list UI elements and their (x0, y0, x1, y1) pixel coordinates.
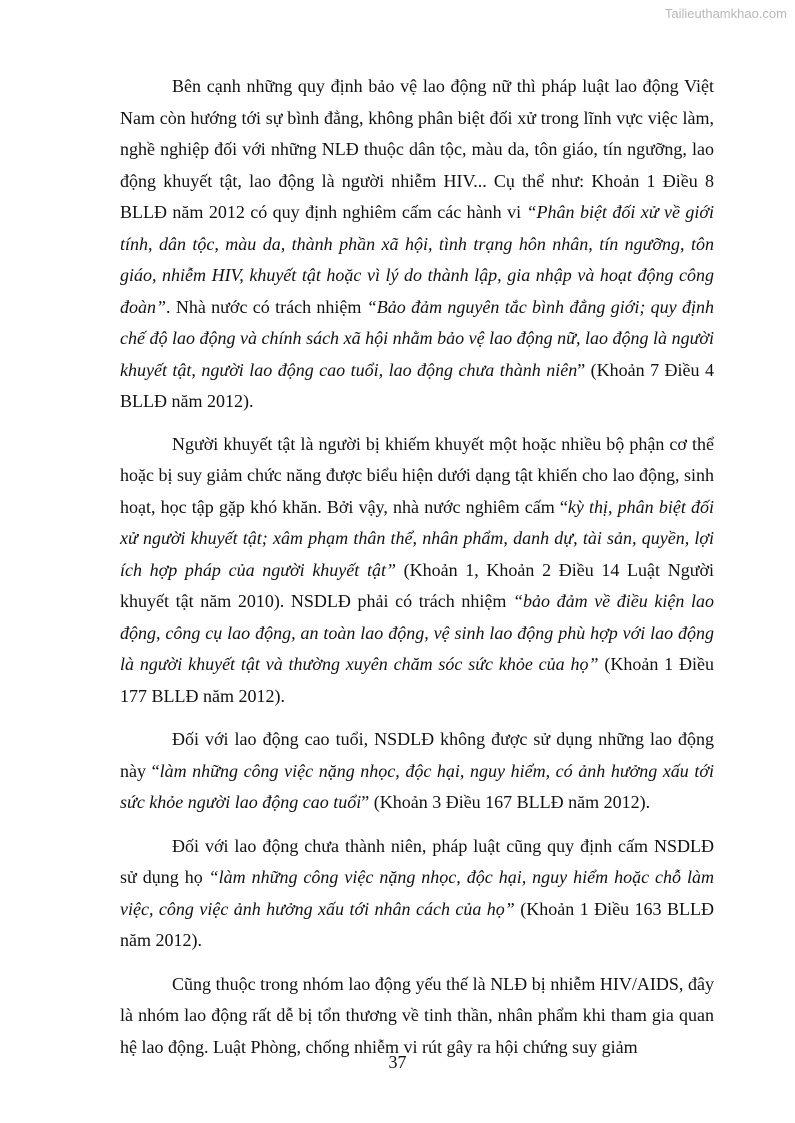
text-run: Cũng thuộc trong nhóm lao động yếu thế là NLĐ bị nhiễm HIV/AIDS, đây là nhóm lao động rất dễ bị tổn thương về tinh thần, nhân phẩm khi tham gia quan hệ lao động. Luật Phòng, chống nhiễm vi rút gây ra hội chứng suy giảm (120, 973, 714, 1057)
text-run: ” (Khoản 3 Điều 167 BLLĐ năm 2012). (361, 792, 651, 812)
paragraph (120, 969, 714, 1064)
paragraph (120, 429, 714, 713)
document-body (120, 71, 714, 1075)
watermark: Tailieuthamkhao.com (664, 6, 787, 21)
quoted-text-italic: “bảo đảm về điều kiện lao động, công cụ lao động, an toàn lao động, vệ sinh lao động phù hợp với lao động là người khuyết tật và thường xuyên chăm sóc sức khỏe của họ” (120, 591, 714, 674)
quoted-text-italic: “Bảo đảm nguyên tắc bình đẳng giới; quy định chế độ lao động và chính sách xã hội nhằm bảo vệ lao động nữ, lao động là người khuyết tật, người lao động cao tuổi, lao động chưa thành niên (120, 296, 714, 380)
text-run: (Khoản 1 Điều 163 BLLĐ năm 2012). (120, 898, 714, 950)
text-run: ” (Khoản 7 Điều 4 BLLĐ năm 2012). (120, 359, 715, 411)
paragraph (120, 831, 714, 957)
text-run: Đối với lao động chưa thành niên, pháp luật cũng quy định cấm NSDLĐ sử dụng họ (120, 835, 714, 887)
quoted-text-italic: kỳ thị, phân biệt đối xử người khuyết tật; xâm phạm thân thể, nhân phẩm, danh dự, tài sản, quyền, lợi ích hợp pháp của người khuyết tật” (120, 496, 714, 580)
paragraph (120, 71, 714, 418)
text-run: (Khoản 1 Điều 177 BLLĐ năm 2012). (120, 654, 714, 706)
paragraph (120, 724, 714, 819)
quoted-text-italic: “Phân biệt đối xử về giới tính, dân tộc, màu da, thành phần xã hội, tình trạng hôn nhân, tín ngưỡng, tôn giáo, nhiễm HIV, khuyết tật hoặc vì lý do thành lập, gia nhập và hoạt động công đoàn” (120, 202, 714, 317)
text-run: Đối với lao động cao tuổi, NSDLĐ không được sử dụng những lao động này “ (120, 729, 714, 781)
quoted-text-italic: “làm những công việc nặng nhọc, độc hại, nguy hiểm hoặc chỗ làm việc, công việc ảnh hưởng xấu tới nhân cách của họ” (120, 867, 714, 919)
text-run: Bên cạnh những quy định bảo vệ lao động nữ thì pháp luật lao động Việt Nam còn hướng tới sự bình đẳng, không phân biệt đối xử trong lĩnh vực việc làm, nghề nghiệp đối với những NLĐ thuộc dân tộc, màu da, tôn giáo, tín ngưỡng, lao động khuyết tật, lao động là người nhiễm HIV... Cụ thể như: Khoản 1 Điều 8 BLLĐ năm 2012 có quy định nghiêm cấm các hành vi (120, 76, 714, 222)
text-run: (Khoản 1, Khoản 2 Điều 14 Luật Người khuyết tật năm 2010). NSDLĐ phải có trách nhiệm (120, 559, 714, 611)
text-run: Người khuyết tật là người bị khiếm khuyết một hoặc nhiều bộ phận cơ thể hoặc bị suy giảm chức năng được biểu hiện dưới dạng tật khiến cho lao động, sinh hoạt, học tập gặp khó khăn. Bởi vậy, nhà nước nghiêm cấm “ (120, 433, 714, 517)
quoted-text-italic: làm những công việc nặng nhọc, độc hại, nguy hiểm, có ảnh hưởng xấu tới sức khỏe người lao động cao tuổi (120, 760, 715, 812)
text-run: . Nhà nước có trách nhiệm (166, 296, 367, 317)
page-number: 37 (388, 1052, 407, 1072)
